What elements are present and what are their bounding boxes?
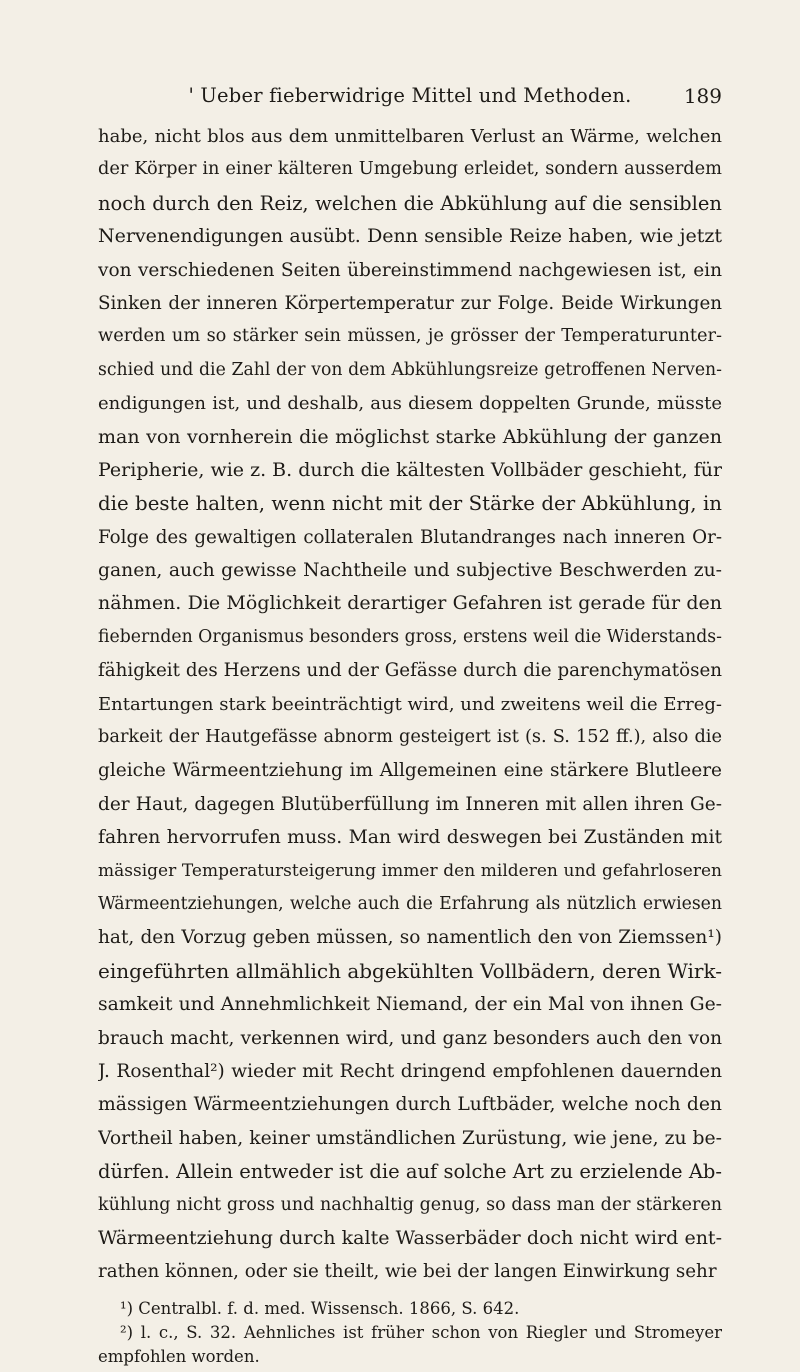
text-line: die beste halten, wenn nicht mit der Stärke der Abkühlung, in	[98, 492, 722, 516]
text-line: rathen können, oder sie theilt, wie bei der langen Einwirkung sehr	[98, 1261, 717, 1283]
page-header	[98, 84, 722, 114]
text-line: schied und die Zahl der von dem Abkühlungsreize getroffenen Nerven-	[98, 359, 722, 380]
text-line: ganen, auch gewisse Nachtheile und subjective Beschwerden zu-	[98, 560, 722, 582]
text-line: noch durch den Reiz, welchen die Abkühlung auf die sensiblen	[98, 191, 722, 215]
text-line: Sinken der inneren Körpertemperatur zur Folge. Beide Wirkungen	[98, 292, 722, 314]
text-line: gleiche Wärmeentziehung im Allgemeinen eine stärkere Blutleere	[98, 760, 722, 782]
text-line: habe, nicht blos aus dem unmittelbaren Verlust an Wärme, welchen	[98, 126, 722, 147]
text-line: werden um so stärker sein müssen, je grösser der Temperaturunter-	[98, 326, 722, 347]
text-line: J. Rosenthal²) wieder mit Recht dringend empfohlenen dauernden	[98, 1060, 722, 1082]
text-line: mässiger Temperatursteigerung immer den milderen und gefahrloseren	[98, 860, 722, 881]
page-number: 189	[683, 84, 722, 108]
text-line: der Körper in einer kälteren Umgebung erleidet, sondern ausserdem	[98, 159, 722, 180]
text-line: Wärmeentziehungen, welche auch die Erfahrung als nützlich erwiesen	[98, 893, 722, 914]
footnote-2: ²) l. c., S. 32. Aehnliches ist früher schon von Riegler und Stromeyer	[120, 1322, 722, 1342]
text-line: barkeit der Hautgefässe abnorm gesteigert ist (s. S. 152 ff.), also die	[98, 727, 722, 748]
text-line: mässigen Wärmeentziehungen durch Luftbäder, welche noch den	[98, 1094, 722, 1116]
text-line: Entartungen stark beeinträchtigt wird, und zweitens weil die Erreg-	[98, 693, 722, 715]
text-line: von verschiedenen Seiten übereinstimmend nachgewiesen ist, ein	[98, 259, 722, 281]
text-line: man von vornherein die möglichst starke Abkühlung der ganzen	[98, 425, 722, 448]
text-line: fahren hervorrufen muss. Man wird deswegen bei Zuständen mit	[98, 827, 722, 849]
text-line: brauch macht, verkennen wird, und ganz besonders auch den von	[98, 1027, 722, 1049]
running-head: ' Ueber fieberwidrige Mittel und Methoden.	[188, 84, 632, 107]
text-line: kühlung nicht gross und nachhaltig genug, so dass man der stärkeren	[98, 1194, 722, 1215]
footnote-2-continuation: empfohlen worden.	[98, 1346, 260, 1366]
text-line: Peripherie, wie z. B. durch die kältesten Vollbäder geschieht, für	[98, 458, 722, 481]
text-line: endigungen ist, und deshalb, aus diesem doppelten Grunde, müsste	[98, 393, 722, 415]
text-line: Nervenendigungen ausübt. Denn sensible Reize haben, wie jetzt	[98, 225, 722, 248]
text-line: fiebernden Organismus besonders gross, erstens weil die Widerstands-	[98, 626, 722, 647]
text-line: samkeit und Annehmlichkeit Niemand, der ein Mal von ihnen Ge-	[98, 994, 722, 1016]
text-line: hat, den Vorzug geben müssen, so namentlich den von Ziemssen¹)	[98, 927, 722, 949]
text-line: nähmen. Die Möglichkeit derartiger Gefahren ist gerade für den	[98, 592, 722, 615]
text-line: der Haut, dagegen Blutüberfüllung im Inneren mit allen ihren Ge-	[98, 793, 722, 815]
text-line: eingeführten allmählich abgekühlten Vollbädern, deren Wirk-	[98, 958, 722, 983]
text-line: dürfen. Allein entweder ist die auf solche Art zu erzielende Ab-	[98, 1160, 722, 1184]
footnotes	[98, 1297, 722, 1369]
footnote-1: ¹) Centralbl. f. d. med. Wissensch. 1866, S. 642.	[120, 1298, 520, 1318]
text-line: Vortheil haben, keiner umständlichen Zurüstung, wie jene, zu be-	[98, 1127, 722, 1149]
text-line: Wärmeentziehung durch kalte Wasserbäder doch nicht wird ent-	[98, 1226, 722, 1249]
text-line: Folge des gewaltigen collateralen Blutandranges nach inneren Or-	[98, 526, 722, 548]
body-text	[98, 120, 722, 1289]
text-line: fähigkeit des Herzens und der Gefässe durch die parenchymatösen	[98, 660, 722, 682]
